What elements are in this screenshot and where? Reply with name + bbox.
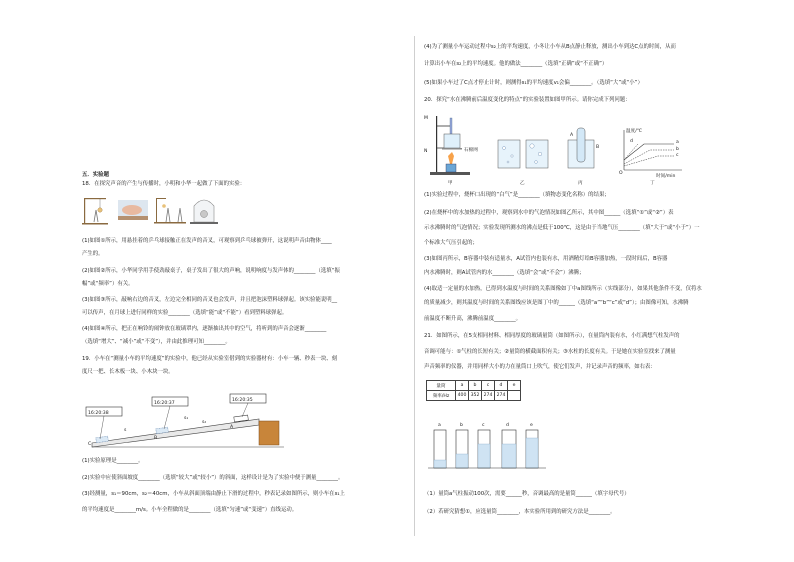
cyl-a-label: a: [438, 423, 441, 428]
table-row-label: 频率/Hz: [427, 391, 456, 401]
axis-time-label: 时间/min: [656, 174, 676, 179]
frequency-table: [426, 380, 521, 401]
q21-line-2: 音调可能与：①气柱的长短有关；②量筒的横截面积有关；③水柱的长度有关。于是她在实验室找来了测量: [424, 349, 676, 355]
table-header-cell: a: [456, 381, 469, 391]
q19-cont-2: 计算出小车在s₂上的平均速度。他的做法________（选填“正确”或“不正确”）: [424, 61, 608, 67]
point-c-label: C: [88, 442, 92, 447]
table-cell: 352: [469, 391, 482, 401]
seg-s2-label: s₂: [202, 420, 207, 425]
point-b-label: B: [154, 436, 158, 441]
tuning-fork-ball-figure: [82, 198, 108, 225]
q20-line-4: 个标准大气压引起的；: [424, 240, 478, 246]
q18-figures: [82, 192, 222, 226]
boiling-experiment-figures: [424, 108, 694, 188]
q20-line-2: (2)在烧杯中的水加热的过程中，观察到水中的气泡情况如图乙所示，其中图______（选填“①”或“②”）表: [424, 210, 674, 216]
q19-cont-3: (5)如果小车过了C点才停止计时，则测得s₁的平均速度v₁会偏________。（选填“大”或“小”）: [424, 80, 643, 86]
table-header-row: [427, 381, 521, 391]
q18-line-6: 可以传声，在月球上进行同样的实验________（选填“能”或“不能”）看到塑料球弹起。: [82, 310, 288, 316]
section-title: 五．实验题: [82, 172, 109, 178]
q19-line-1: 19．小车在“测量小车的平均速度”的实验中，他已经从实验室借到的实验器材有：小车一辆、秒表一块、刻: [82, 356, 338, 362]
two-tuning-forks-figure: [154, 198, 186, 224]
line-c-label: c: [676, 153, 679, 158]
table-row: [427, 391, 521, 401]
table-cell: 400: [456, 391, 469, 401]
incline-figure: [84, 393, 294, 448]
q19-line-2: 度尺一把、长木板一块、小木块一块。: [82, 369, 174, 375]
q20-line-3: 示水沸腾时的气泡情况；实验发现所测水的沸点是低于100℃，这是由于当地气压________（填“大于”或“小于”）一: [424, 225, 700, 231]
caption-yi: 乙: [520, 181, 525, 186]
q21-after-1: （1）量筒a气柱振动100次，需要______秒，音调最高的是量筒______（填字母代号）: [424, 491, 630, 497]
table-header-cell: d: [495, 381, 508, 391]
seg-s-label: s: [124, 428, 127, 433]
column-divider: [414, 36, 415, 536]
q19-cont-1: (4)为了测量小车运动过程中s₂上的平均速度，小冬让小车从B点静止释放，测出小车到达C点的时间，从而: [424, 44, 676, 50]
label-a: A: [570, 133, 574, 138]
q18-line-1: (1)如图①所示，用悬挂着的乒乓球接触正在发声的音叉，可观察到乒乓球被弹开，这说明声音由物体____: [82, 238, 332, 244]
point-a-label: A: [230, 425, 234, 430]
q21-line-1: 21．如图所示，在5支相同材料、相同厚度的玻璃量筒（如图所示），在量筒内装有水，小红满想气柱发声的: [424, 333, 680, 339]
caption-ding: 丁: [650, 181, 655, 186]
label-m: M: [424, 116, 428, 121]
line-d-label: d: [630, 139, 633, 144]
q18-intro: 18．在探究声音的产生与传播时，小明和小华一起做了下面的实验：: [82, 181, 246, 187]
clock-c: 16:20:38: [88, 411, 109, 416]
q19-after-2: (2)实验中应使斜面坡度________（选填“较大”或“较小”）的斜面，这样设计是为了实验中便于测量________。: [82, 475, 344, 481]
table-cell: 274: [495, 391, 508, 401]
q20-line-8: 的质量减少，则其温度与时间的关系图线应该是图丁中的______（选填“a”“b”“c”或“d”）；由图像可知，水沸腾: [424, 300, 689, 306]
q20-line-1: (1)实验过程中，烧杯口出现的“白气”是________（填物态变化名称）的结果；: [424, 192, 610, 198]
seg-s1-label: s₁: [184, 416, 189, 421]
line-b-label: b: [676, 147, 679, 152]
fig-bing: [568, 128, 599, 186]
q18-line-5: (3)如图③所示，敲响右边的音叉，左边完全相同的音叉也会发声，并且把泡沫塑料球弹起。该实验能说明__: [82, 297, 338, 303]
q18-line-3: (2)如图②所示，小华同学用手使劲敲桌子，桌子发出了很大的声响，说明响度与发声体的________（选填“振: [82, 268, 340, 274]
q18-line-4: 幅”或“频率”）有关。: [82, 281, 134, 287]
label-asbestos: 石棉网: [464, 148, 478, 153]
table-header-cell: 量筒: [427, 381, 456, 391]
cyl-c-label: c: [482, 423, 485, 428]
label-b: B: [596, 145, 600, 150]
table-cell: [508, 391, 521, 401]
q20-line-9: 前温度不断升高，沸腾前温度________。: [424, 316, 522, 322]
q20-intro: 20．探究“水在沸腾前后温度变化的特点”的实验装置如图甲所示。请你完成下列问题：: [424, 97, 631, 103]
cyl-b-label: b: [460, 423, 463, 428]
q20-line-6: 内水沸腾时，则A试管内的水________（选填“会”或“不会”）沸腾；: [424, 270, 585, 276]
q19-after-4: 的平均速度是________m/s。小车全程做的是________（选填“匀速”或“变速”）直线运动。: [82, 507, 298, 513]
caption-jia: 甲: [448, 181, 453, 186]
table-cell: 274: [482, 391, 495, 401]
label-n: N: [424, 149, 428, 154]
q19-after-3: (3)经测量，s₁＝90cm，s₂＝40cm，小车从斜面顶端由静止下滑的过程中，秒表记录如图所示，则小车在s₁上: [82, 491, 345, 497]
table-header-cell: c: [482, 381, 495, 391]
cyl-e-label: e: [530, 423, 533, 428]
axis-temp-label: 温度/℃: [626, 129, 642, 134]
clock-b: 16:20:37: [154, 401, 175, 406]
line-a-label: a: [676, 140, 679, 145]
q21-line-3: 声音频率的仪器，并用同样大小的力在量筒口上吹气，使它们发声，并记录声音的频率，如右表：: [424, 364, 656, 370]
q21-after-2: （2）若研究猜想①，应选量筒________，本实验所用到的研究方法是________。: [424, 509, 616, 515]
fig-jia: [424, 115, 478, 186]
q20-line-5: (3)如图丙所示，B容器中装有适量水，A试管内也装有水，用酒精灯给B容器加热，一段时间后，B容器: [424, 256, 668, 262]
q18-line-2: 产生的。: [82, 251, 104, 257]
q18-line-7: (4)如图④所示，把正在响铃的闹钟放在玻璃罩内，逐渐抽出其中的空气，将听到的声音会逐渐________: [82, 326, 327, 332]
clock-a: 16:20:35: [232, 398, 253, 403]
fig-yi: [498, 140, 548, 186]
hand-table-figure: [118, 200, 148, 220]
cylinders-figure: [426, 420, 566, 472]
q18-line-8: （选填“增大”、“减小”或“不变”），并由此推理可知________。: [82, 339, 231, 345]
fig-ding: [619, 127, 682, 186]
table-header-cell: e: [508, 381, 521, 391]
cyl-d-label: d: [506, 423, 509, 428]
q19-after-1: (1)实验原理是________。: [82, 458, 144, 464]
table-header-cell: b: [469, 381, 482, 391]
q20-line-7: (4)取适一定量的水加热，已得到水温度与时间的关系图像如丁中a图线所示（实线部分），如果其他条件不变，仅将水: [424, 286, 702, 292]
caption-bing: 丙: [578, 181, 583, 186]
origin-label: O: [619, 171, 623, 176]
bell-jar-figure: [190, 200, 218, 224]
